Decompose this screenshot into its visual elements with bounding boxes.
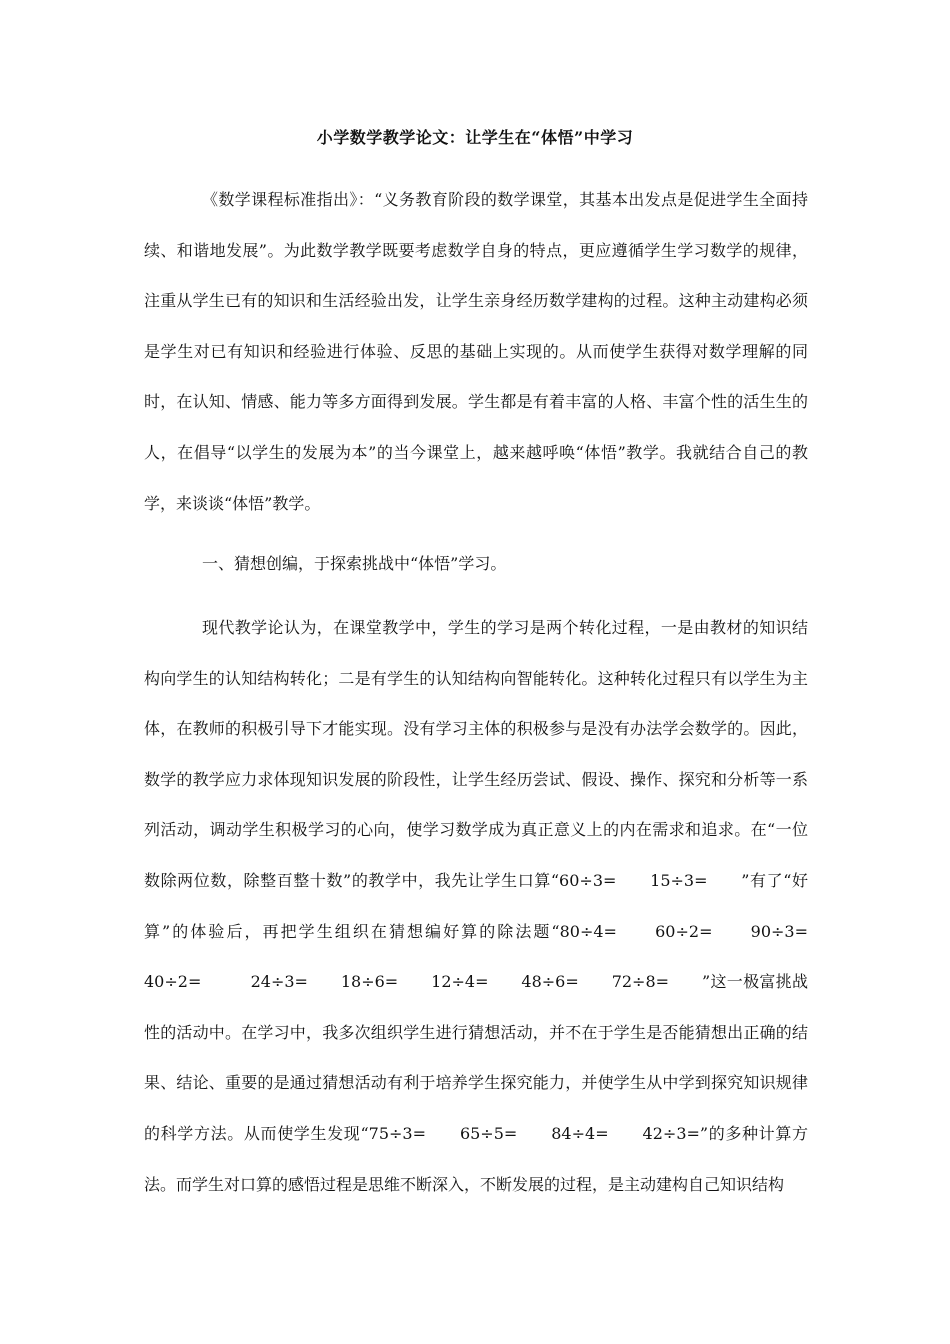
paragraph-intro: 《数学课程标准指出》：“义务教育阶段的数学课堂，其基本出发点是促进学生全面持续、和谐地发展”。为此数学教学既要考虑数学自身的特点，更应遵循学生学习数学的规律，注重从学生已有的知识和生活经验出发，让学生亲身经历数学建构的过程。这种主动建构必须是学生对已有知识和经验进行体验、反思的基础上实现的。从而使学生获得对数学理解的同时，在认知、情感、能力等多方面得到发展。学生都是有着丰富的人格、丰富个性的活生生的人，在倡导“以学生的发展为本”的当今课堂上，越来越呼唤“体悟”教学。我就结合自己的教学，来谈谈“体悟”教学。	[144, 190, 808, 513]
section-heading: 一、猜想创编，于探索挑战中“体悟”学习。	[202, 554, 507, 573]
paragraph-body: 现代教学论认为，在课堂教学中，学生的学习是两个转化过程，一是由教材的知识结构向学生的认知结构转化；二是有学生的认知结构向智能转化。这种转化过程只有以学生为主体，在教师的积极引导下才能实现。没有学习主体的积极参与是没有办法学会数学的。因此，数学的教学应力求体现知识发展的阶段性，让学生经历尝试、假设、操作、探究和分析等一系列活动，调动学生积极学习的心向，使学习数学成为真正意义上的内在需求和追求。在“一位数除两位数，除整百整十数”的教学中，我先让学生口算“60÷3= 15÷3= ”有了“好算”的体验后，再把学生组织在猜想编好算的除法题“80÷4= 60÷2= 90÷3= 40÷2= 24÷3= 18÷6= 12÷4= 48÷6= 72÷8= ”这一极富挑战性的活动中。在学习中，我多次组织学生进行猜想活动，并不在于学生是否能猜想出正确的结果、结论、重要的是通过猜想活动有利于培养学生探究能力，并使学生从中学到探究知识规律的科学方法。从而使学生发现“75÷3= 65÷5= 84÷4= 42÷3=”的多种计算方法。而学生对口算的感悟过程是思维不断深入，不断发展的过程，是主动建构自己知识结构	[144, 618, 841, 1194]
document-title: 小学数学教学论文：让学生在“体悟”中学习	[316, 128, 634, 147]
